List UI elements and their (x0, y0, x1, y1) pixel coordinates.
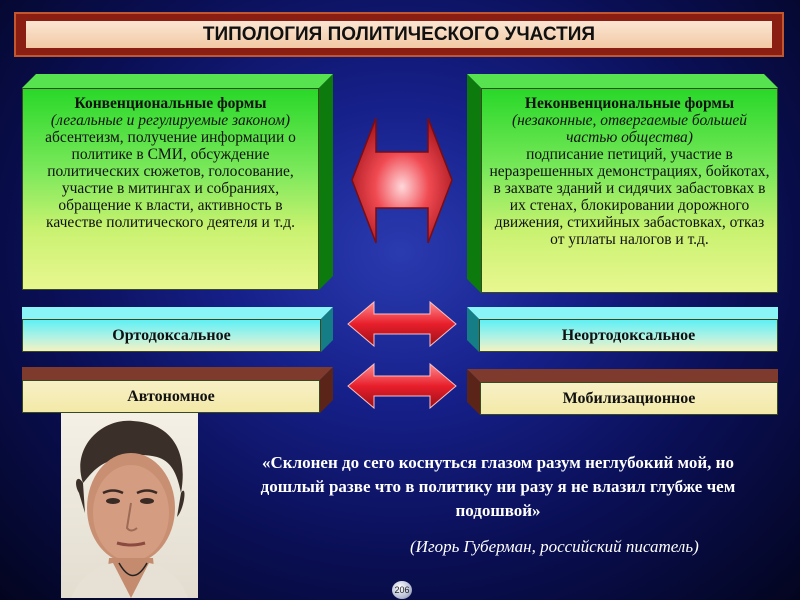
quote-text: «Склонен до сего коснуться глазом разум неглубокий мой, но дошлый разве что в политику ни разу я не влазил глубже чем подошвой» (260, 453, 736, 520)
unorthodox-box (467, 307, 778, 352)
unconventional-forms-box (467, 74, 778, 293)
portrait-photo (61, 413, 198, 598)
autonomous-label: Автономное (127, 387, 215, 405)
slide-title: ТИПОЛОГИЯ ПОЛИТИЧЕСКОГО УЧАСТИЯ (26, 21, 772, 48)
conventional-subtitle: (легальные и регулируемые законом) (50, 112, 291, 129)
conventional-forms-box (22, 74, 333, 290)
quote-author: (Игорь Губерман, российский писатель) (410, 537, 699, 556)
mobilization-box (467, 369, 778, 415)
autonomous-box (22, 367, 333, 413)
conventional-body: абсентеизм, получение информации о политике в СМИ, обсуждение политических сюжетов, голосование, участие в митингах и собраниях, обращение к власти, активность в качестве политического деятеля и т.д. (45, 129, 296, 231)
unconventional-subtitle: (незаконные, отвергаемые большей частью общества) (511, 112, 748, 146)
unorthodox-label: Неортодоксальное (561, 326, 696, 344)
double-arrow-icon (348, 302, 456, 346)
title-frame (14, 12, 784, 57)
orthodox-box (22, 307, 333, 352)
unconventional-heading: Неконвенциональные формы (524, 95, 735, 112)
double-arrow-icon (352, 118, 452, 243)
unconventional-body: подписание петиций, участие в неразрешенных демонстрациях, бойкотах, в захвате зданий и сидячих забастовках в их стенах, блокировании дорожного движения, стихийных забастовках, отказ от уплаты налогов и т.д. (489, 146, 770, 248)
mobilization-label: Мобилизационное (562, 389, 696, 407)
conventional-heading: Конвенциональные формы (74, 95, 267, 112)
page-number[interactable]: 206 (392, 581, 412, 599)
orthodox-label: Ортодоксальное (112, 326, 231, 344)
double-arrow-icon (348, 364, 456, 408)
